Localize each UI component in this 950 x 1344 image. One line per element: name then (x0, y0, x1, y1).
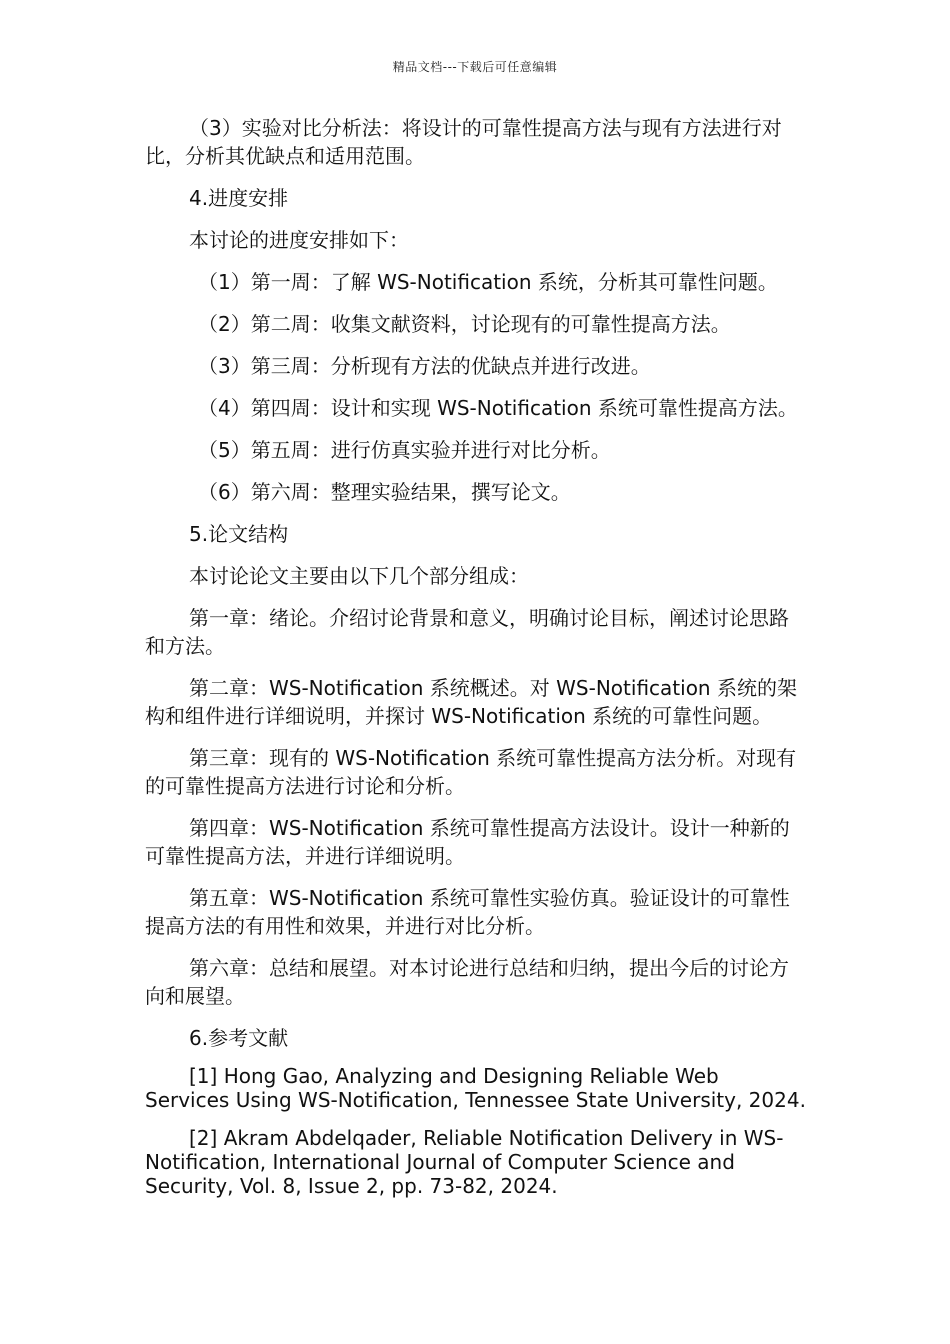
chapter-paragraph: 第六章：总结和展望。对本讨论进行总结和归纳，提出今后的讨论方向和展望。 (145, 956, 789, 1008)
paragraph-structure-intro: 本讨论论文主要由以下几个部分组成： (189, 564, 529, 588)
document-body (145, 114, 807, 1212)
schedule-item: （4）第四周：设计和实现 WS-Notification 系统可靠性提高方法。 (198, 396, 798, 420)
heading-references: 6.参考文献 (189, 1026, 289, 1050)
chapter-paragraph: 第三章：现有的 WS-Notification 系统可靠性提高方法分析。对现有的可靠性提高方法进行讨论和分析。 (145, 746, 797, 798)
page-header: 精品文档---下载后可任意编辑 (392, 60, 558, 74)
heading-structure: 5.论文结构 (189, 522, 289, 546)
chapter-paragraph: 第二章：WS-Notification 系统概述。对 WS-Notification 系统的架构和组件进行详细说明，并探讨 WS-Notification 系统的可靠性问题。 (145, 676, 797, 728)
schedule-item: （5）第五周：进行仿真实验并进行对比分析。 (198, 438, 611, 462)
chapter-paragraph: 第五章：WS-Notification 系统可靠性实验仿真。验证设计的可靠性提高方法的有用性和效果，并进行对比分析。 (145, 886, 790, 938)
schedule-item: （1）第一周：了解 WS-Notification 系统，分析其可靠性问题。 (198, 270, 778, 294)
chapter-paragraph: 第四章：WS-Notification 系统可靠性提高方法设计。设计一种新的可靠性提高方法，并进行详细说明。 (145, 816, 790, 868)
schedule-item: （6）第六周：整理实验结果，撰写论文。 (198, 480, 571, 504)
schedule-item: （2）第二周：收集文献资料，讨论现有的可靠性提高方法。 (198, 312, 731, 336)
paragraph-schedule-intro: 本讨论的进度安排如下： (189, 228, 409, 252)
reference-item: [1] Hong Gao, Analyzing and Designing Reliable Web Services Using WS-Notification, Tennessee State University, 2024. (145, 1064, 806, 1112)
heading-schedule: 4.进度安排 (189, 186, 289, 210)
paragraph-method-3: （3）实验对比分析法：将设计的可靠性提高方法与现有方法进行对比，分析其优缺点和适用范围。 (145, 116, 782, 168)
schedule-item: （3）第三周：分析现有方法的优缺点并进行改进。 (198, 354, 651, 378)
reference-item: [2] Akram Abdelqader, Reliable Notification Delivery in WS-Notification, International Journal of Computer Science and Security, Vol. 8, Issue 2, pp. 73-82, 2024. (145, 1126, 784, 1198)
chapter-paragraph: 第一章：绪论。介绍讨论背景和意义，明确讨论目标，阐述讨论思路和方法。 (145, 606, 789, 658)
